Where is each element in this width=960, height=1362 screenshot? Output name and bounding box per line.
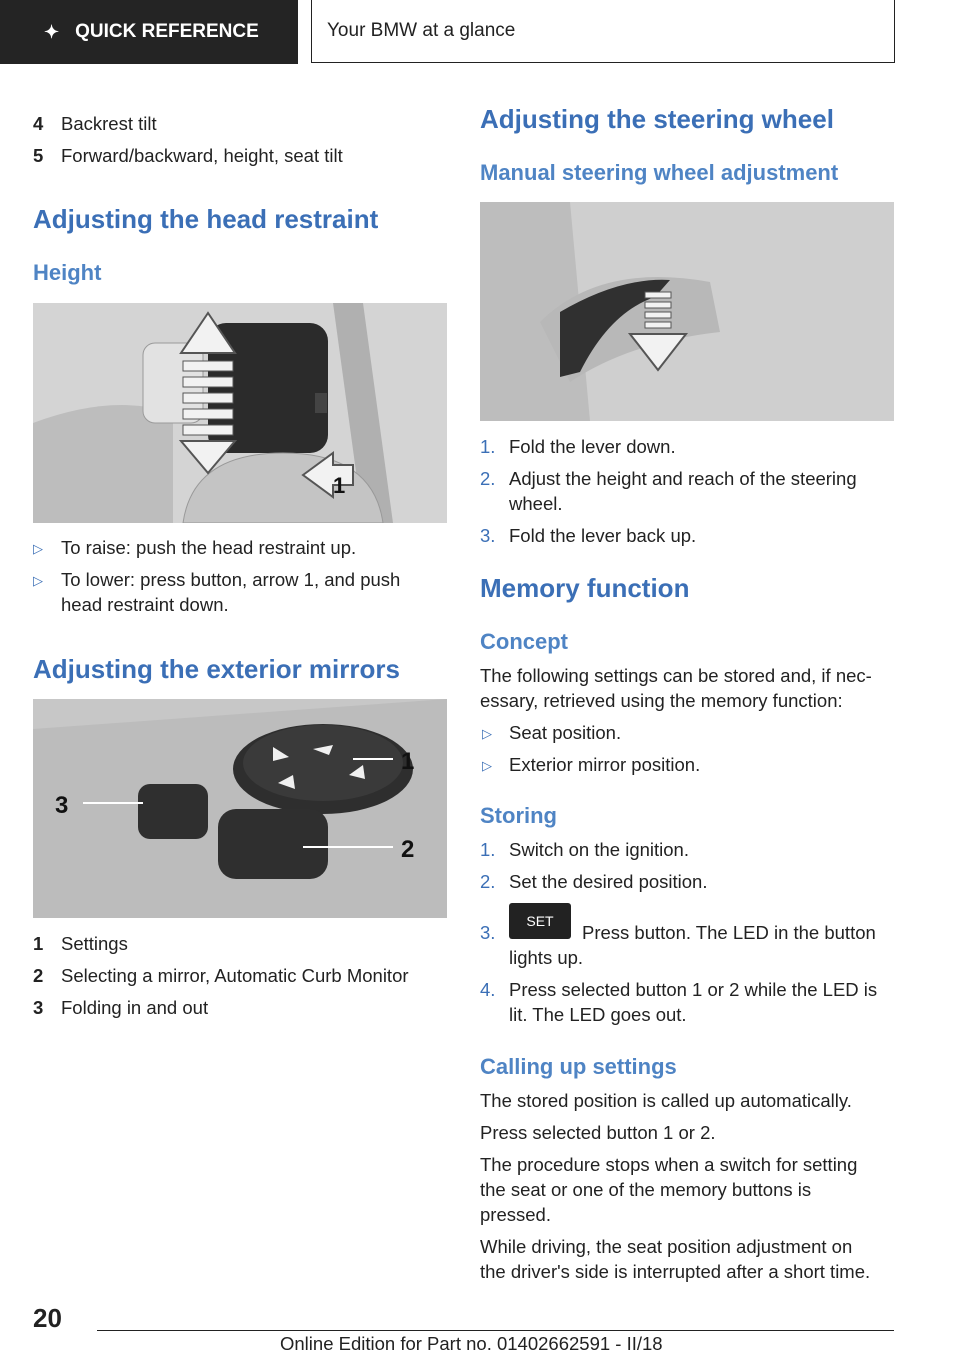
chapter-title-box [311, 0, 895, 63]
mirror-item-number: 3 [33, 997, 44, 1018]
calling-text: the seat or one of the memory buttons is [480, 1179, 812, 1200]
step-text-cont: lit. The LED goes out. [509, 1004, 687, 1025]
mirror-item-text: Settings [61, 933, 128, 954]
step-number: 1. [480, 436, 496, 457]
mirror-callout-label: 2 [401, 836, 415, 863]
manual-steering-subheading: Manual steering wheel adjustment [480, 160, 839, 185]
section-tab[interactable] [0, 0, 298, 64]
step-number: 2. [480, 468, 496, 489]
headrest-arrow-label: 1 [333, 473, 346, 498]
seat-item-text: Forward/backward, height, seat tilt [61, 145, 343, 166]
step-text: Fold the lever back up. [509, 525, 697, 546]
step-text-cont: wheel. [509, 493, 563, 514]
bullet-triangle-icon: ▷ [482, 758, 492, 773]
height-subheading: Height [33, 260, 102, 285]
seat-item-number: 4 [33, 113, 44, 134]
mirror-controls-image [33, 699, 447, 918]
mirror-callout-label: 3 [55, 792, 69, 819]
seat-item-number: 5 [33, 145, 44, 166]
mirror-item-number: 1 [33, 933, 44, 954]
calling-text: While driving, the seat position adjustment on [480, 1236, 853, 1257]
head-restraint-image [33, 303, 447, 523]
height-bullet-text-cont: head restraint down. [61, 594, 229, 615]
bullet-triangle-icon: ▷ [33, 573, 43, 588]
step-text: Switch on the ignition. [509, 839, 689, 860]
mirror-item-text: Selecting a mirror, Automatic Curb Monitor [61, 965, 409, 986]
calling-text: Press selected button 1 or 2. [480, 1122, 716, 1143]
memory-heading: Memory function [480, 573, 690, 603]
mirror-item-text: Folding in and out [61, 997, 209, 1018]
calling-text: pressed. [480, 1204, 551, 1225]
step-text: Set the desired position. [509, 871, 708, 892]
height-bullet-text: To lower: press button, arrow 1, and push [61, 569, 401, 590]
chapter-title: Your BMW at a glance [327, 20, 516, 41]
storing-subheading: Storing [480, 803, 557, 828]
concept-bullet: Exterior mirror position. [509, 754, 701, 775]
footer-divider [97, 1330, 894, 1331]
steering-lever-image [480, 202, 894, 421]
mirror-callout-label: 1 [401, 748, 415, 775]
mirror-item-number: 2 [33, 965, 44, 986]
steering-heading: Adjusting the steering wheel [480, 104, 834, 134]
section-tab-label: QUICK REFERENCE [75, 21, 259, 42]
step-text: Press button. The LED in the button [582, 922, 876, 943]
head-restraint-heading: Adjusting the head restraint [33, 204, 379, 234]
page-number: 20 [33, 1303, 62, 1333]
seat-item-text: Backrest tilt [61, 113, 157, 134]
bullet-triangle-icon: ▷ [33, 541, 43, 556]
step-text: Adjust the height and reach of the steering [509, 468, 857, 489]
bullet-triangle-icon: ▷ [482, 726, 492, 741]
edition-footer: Online Edition for Part no. 01402662591 - II/18 [280, 1333, 663, 1354]
step-number: 3. [480, 922, 496, 943]
concept-subheading: Concept [480, 629, 568, 654]
calling-text: The stored position is called up automatically. [480, 1090, 852, 1111]
calling-text: the driver's side is interrupted after a short time. [480, 1261, 871, 1282]
quick-reference-icon: ✦ [44, 21, 60, 42]
step-text: Fold the lever down. [509, 436, 676, 457]
set-button-icon: SET [509, 903, 571, 939]
mirrors-heading: Adjusting the exterior mirrors [33, 654, 400, 684]
step-number: 3. [480, 525, 496, 546]
calling-subheading: Calling up settings [480, 1054, 677, 1079]
concept-text: The following settings can be stored and, if nec- [480, 665, 872, 686]
step-number: 4. [480, 979, 496, 1000]
concept-bullet: Seat position. [509, 722, 622, 743]
step-text-cont: lights up. [509, 947, 584, 968]
calling-text: The procedure stops when a switch for setting [480, 1154, 858, 1175]
step-number: 2. [480, 871, 496, 892]
height-bullet-text: To raise: push the head restraint up. [61, 537, 357, 558]
concept-text: essary, retrieved using the memory function: [480, 690, 843, 711]
step-number: 1. [480, 839, 496, 860]
step-text: Press selected button 1 or 2 while the LED is [509, 979, 878, 1000]
